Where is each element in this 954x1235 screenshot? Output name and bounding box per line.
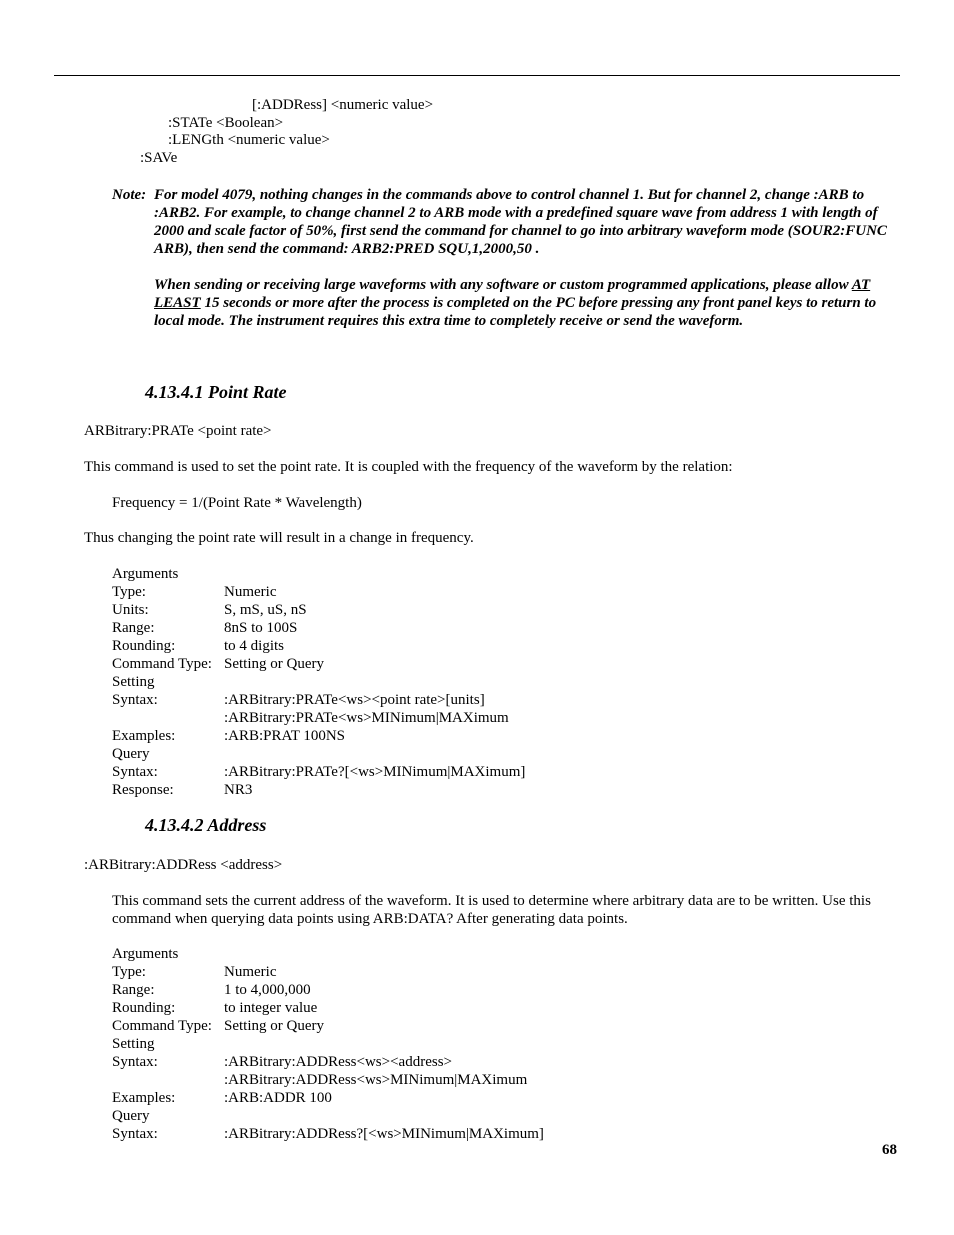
argument-value: :ARBitrary:PRATe?[<ws>MINimum|MAXimum]	[224, 764, 526, 780]
argument-key: Query	[112, 746, 150, 762]
argument-row	[112, 781, 252, 799]
argument-value: 1 to 4,000,000	[224, 982, 311, 998]
argument-row	[112, 583, 276, 601]
point-rate-note: Thus changing the point rate will result in a change in frequency.	[84, 530, 474, 546]
code-line-address: [:ADDRess] <numeric value>	[252, 97, 434, 113]
argument-key: Command Type:	[112, 656, 212, 672]
description-address: This command sets the current address of the waveform. It is used to determine where arbitrary data are to be written. Use this command when querying data points using ARB:DATA? After generating data points.	[112, 893, 871, 927]
argument-value: Numeric	[224, 964, 277, 980]
section-heading-address: 4.13.4.2 Address	[145, 815, 267, 835]
page-number: 68	[882, 1142, 897, 1158]
argument-value: :ARBitrary:ADDRess?[<ws>MINimum|MAXimum]	[224, 1126, 544, 1142]
argument-key: Setting	[112, 1036, 155, 1052]
argument-value: Numeric	[224, 584, 277, 600]
argument-key: Arguments	[112, 566, 179, 582]
command-point-rate: ARBitrary:PRATe <point rate>	[84, 423, 272, 439]
note-paragraph-1: For model 4079, nothing changes in the commands above to control channel 1. But for channel 2, change :ARB to :ARB2. For example, to change channel 2 to ARB mode with a predefined square wave from address 1 with length of 2000 and scale factor of 50%, first send the command for channel to go into arbitrary waveform mode (SOUR2:FUNC ARB), then send the command: ARB2:PRED SQU,1,2000,50 .	[154, 187, 887, 257]
argument-value: :ARBitrary:PRATe<ws>MINimum|MAXimum	[224, 710, 509, 726]
argument-key: Syntax:	[112, 692, 158, 708]
note-label: Note:	[112, 187, 147, 203]
argument-row	[112, 1125, 544, 1143]
note-p2-text-start: When sending or receiving large waveforms with any software or custom programmed applications, please allow	[154, 277, 852, 293]
argument-row	[112, 727, 345, 745]
code-line-state: :STATe <Boolean>	[168, 115, 284, 131]
code-line-save: :SAVe	[140, 150, 178, 166]
argument-row	[112, 981, 311, 999]
argument-row	[112, 565, 224, 583]
note-p2-text-end: 15 seconds or more after the process is completed on the PC before pressing any front panel keys to return to local mode. The instrument requires this extra time to completely receive or send the waveform.	[154, 295, 877, 329]
argument-row	[112, 673, 224, 691]
argument-row	[112, 1107, 224, 1125]
argument-row	[112, 763, 525, 781]
note-emphasis: AT LEAST	[154, 277, 871, 311]
argument-value: :ARB:PRAT 100NS	[224, 728, 346, 744]
argument-row	[112, 601, 307, 619]
note-body	[154, 186, 902, 330]
argument-value: Setting or Query	[224, 656, 324, 672]
argument-value: to 4 digits	[224, 638, 285, 654]
argument-row	[112, 637, 284, 655]
code-line-length: :LENGth <numeric value>	[168, 132, 330, 148]
argument-key: Query	[112, 1108, 150, 1124]
argument-row	[112, 963, 276, 981]
argument-row	[112, 709, 509, 727]
argument-value: NR3	[224, 782, 253, 798]
argument-key: Range:	[112, 982, 155, 998]
argument-key: Examples:	[112, 728, 176, 744]
argument-row	[112, 655, 324, 673]
argument-value: Setting or Query	[224, 1018, 324, 1034]
argument-row	[112, 1035, 224, 1053]
argument-key: Syntax:	[112, 1126, 158, 1142]
argument-row	[112, 999, 317, 1017]
argument-key: Examples:	[112, 1090, 176, 1106]
argument-key: Units:	[112, 602, 149, 618]
argument-row	[112, 691, 485, 709]
argument-row	[112, 1071, 527, 1089]
argument-row	[112, 945, 224, 963]
argument-row	[112, 1017, 324, 1035]
argument-value: :ARBitrary:ADDRess<ws><address>	[224, 1054, 452, 1070]
section-heading-point-rate: 4.13.4.1 Point Rate	[145, 382, 287, 402]
argument-row	[112, 745, 224, 763]
command-address: :ARBitrary:ADDRess <address>	[84, 857, 283, 873]
argument-key: Command Type:	[112, 1018, 212, 1034]
header-rule	[54, 75, 900, 76]
argument-value: :ARB:ADDR 100	[224, 1090, 332, 1106]
description-point-rate: This command is used to set the point rate. It is coupled with the frequency of the waveform by the relation:	[84, 459, 733, 475]
argument-key: Syntax:	[112, 1054, 158, 1070]
argument-row	[112, 1089, 332, 1107]
argument-key: Setting	[112, 674, 155, 690]
argument-key: Rounding:	[112, 1000, 176, 1016]
argument-value: 8nS to 100S	[224, 620, 298, 636]
argument-value: to integer value	[224, 1000, 318, 1016]
argument-value: S, mS, uS, nS	[224, 602, 307, 618]
argument-value: :ARBitrary:PRATe<ws><point rate>[units]	[224, 692, 485, 708]
argument-key: Range:	[112, 620, 155, 636]
argument-key: Arguments	[112, 946, 179, 962]
formula-frequency: Frequency = 1/(Point Rate * Wavelength)	[112, 495, 362, 511]
argument-key: Rounding:	[112, 638, 176, 654]
note-paragraph-2	[154, 276, 902, 330]
argument-row	[112, 619, 297, 637]
argument-row	[112, 1053, 452, 1071]
argument-key: Type:	[112, 584, 146, 600]
argument-value: :ARBitrary:ADDRess<ws>MINimum|MAXimum	[224, 1072, 528, 1088]
argument-key: Response:	[112, 782, 174, 798]
argument-key: Type:	[112, 964, 146, 980]
argument-key: Syntax:	[112, 764, 158, 780]
